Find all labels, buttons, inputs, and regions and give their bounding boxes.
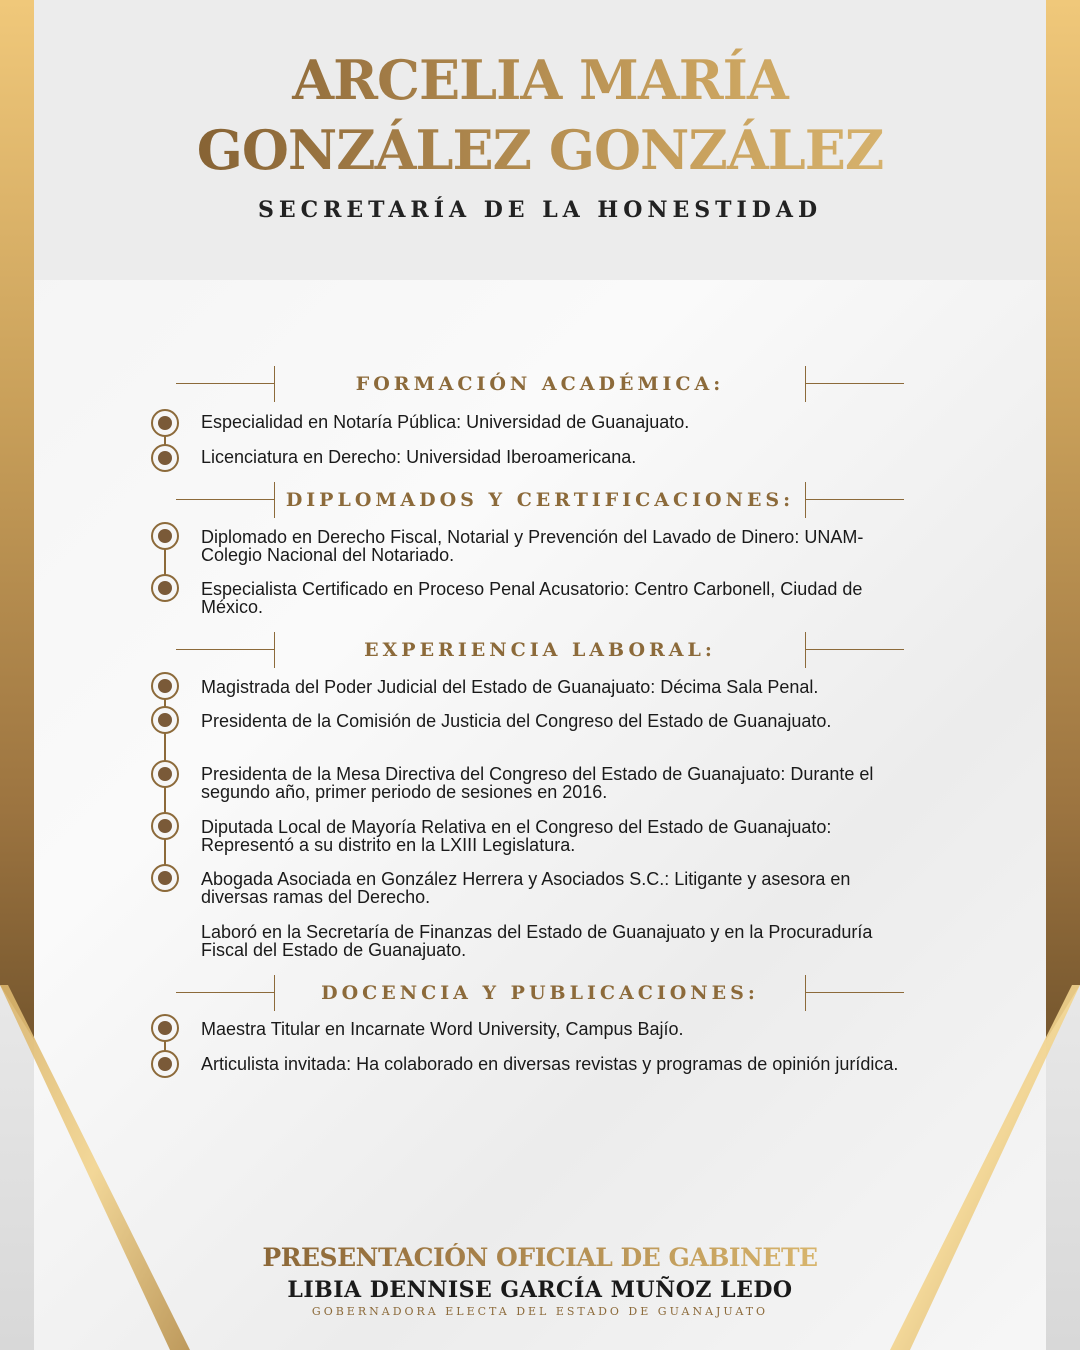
list-item: Articulista invitada: Ha colaborado en diversas revistas y programas de opinión jurídica.: [201, 1054, 899, 1074]
divider-tick: [805, 975, 806, 1011]
divider-line: [176, 992, 274, 993]
footer-governor-name: LIBIA DENNISE GARCÍA MUÑOZ LEDO: [287, 1277, 793, 1303]
footer-title: PRESENTACIÓN OFICIAL DE GABINETE: [0, 1243, 1080, 1272]
list-item: Presidenta de la Comisión de Justicia del Congreso del Estado de Guanajuato.: [201, 711, 832, 731]
bullet-icon: [151, 1050, 179, 1078]
list-item: Diplomado en Derecho Fiscal, Notarial y Prevención del Lavado de Dinero: UNAM-Colegio Nacional del Notariado.: [201, 527, 864, 565]
bullet-icon: [151, 522, 179, 550]
section-header-diplomados: [176, 482, 904, 518]
bullet-icon: [151, 706, 179, 734]
list-item: Diputada Local de Mayoría Relativa en el Congreso del Estado de Guanajuato: Representó a su distrito en la LXIII Legislatura.: [201, 817, 832, 855]
section-header-docencia: [176, 975, 904, 1011]
bullet-icon: [151, 574, 179, 602]
divider-line: [806, 992, 904, 993]
list-item: Laboró en la Secretaría de Finanzas del Estado de Guanajuato y en la Procuraduría Fiscal del Estado de Guanajuato.: [201, 922, 873, 960]
divider-line: [806, 499, 904, 500]
section-title: DIPLOMADOS Y CERTIFICACIONES:: [285, 489, 795, 511]
list-item: Maestra Titular en Incarnate Word University, Campus Bajío.: [201, 1019, 684, 1039]
divider-line: [176, 649, 274, 650]
section-title: DOCENCIA Y PUBLICACIONES:: [321, 982, 759, 1004]
bullet-icon: [151, 1014, 179, 1042]
divider-line: [806, 383, 904, 384]
bullet-icon: [151, 812, 179, 840]
person-name-line2: GONZÁLEZ GONZÁLEZ: [0, 118, 1080, 182]
list-item: Especialidad en Notaría Pública: Universidad de Guanajuato.: [201, 412, 690, 432]
section-title: EXPERIENCIA LABORAL:: [364, 639, 716, 661]
section-title: FORMACIÓN ACADÉMICA:: [355, 373, 725, 395]
bullet-icon: [151, 760, 179, 788]
divider-line: [176, 499, 274, 500]
bullet-icon: [151, 444, 179, 472]
bullet-icon: [151, 409, 179, 437]
divider-tick: [805, 632, 806, 668]
list-item: Magistrada del Poder Judicial del Estado de Guanajuato: Décima Sala Penal.: [201, 677, 819, 697]
divider-line: [176, 383, 274, 384]
divider-tick: [805, 482, 806, 518]
person-name-line1: ARCELIA MARÍA: [0, 48, 1080, 112]
list-item: Presidenta de la Mesa Directiva del Congreso del Estado de Guanajuato: Durante el segundo año, primer periodo de sesiones en 2016.: [201, 764, 874, 802]
divider-line: [806, 649, 904, 650]
role-title: SECRETARÍA DE LA HONESTIDAD: [257, 197, 823, 223]
list-item: Especialista Certificado en Proceso Penal Acusatorio: Centro Carbonell, Ciudad de México.: [201, 579, 863, 617]
section-header-experiencia: [176, 632, 904, 668]
list-item: Abogada Asociada en González Herrera y Asociados S.C.: Litigante y asesora en diversas ramas del Derecho.: [201, 869, 851, 907]
list-item: Licenciatura en Derecho: Universidad Iberoamericana.: [201, 447, 637, 467]
bullet-icon: [151, 672, 179, 700]
section-header-formacion: [176, 366, 904, 402]
footer-subtitle: GOBERNADORA ELECTA DEL ESTADO DE GUANAJUATO: [311, 1305, 769, 1318]
bullet-icon: [151, 864, 179, 892]
divider-tick: [805, 366, 806, 402]
